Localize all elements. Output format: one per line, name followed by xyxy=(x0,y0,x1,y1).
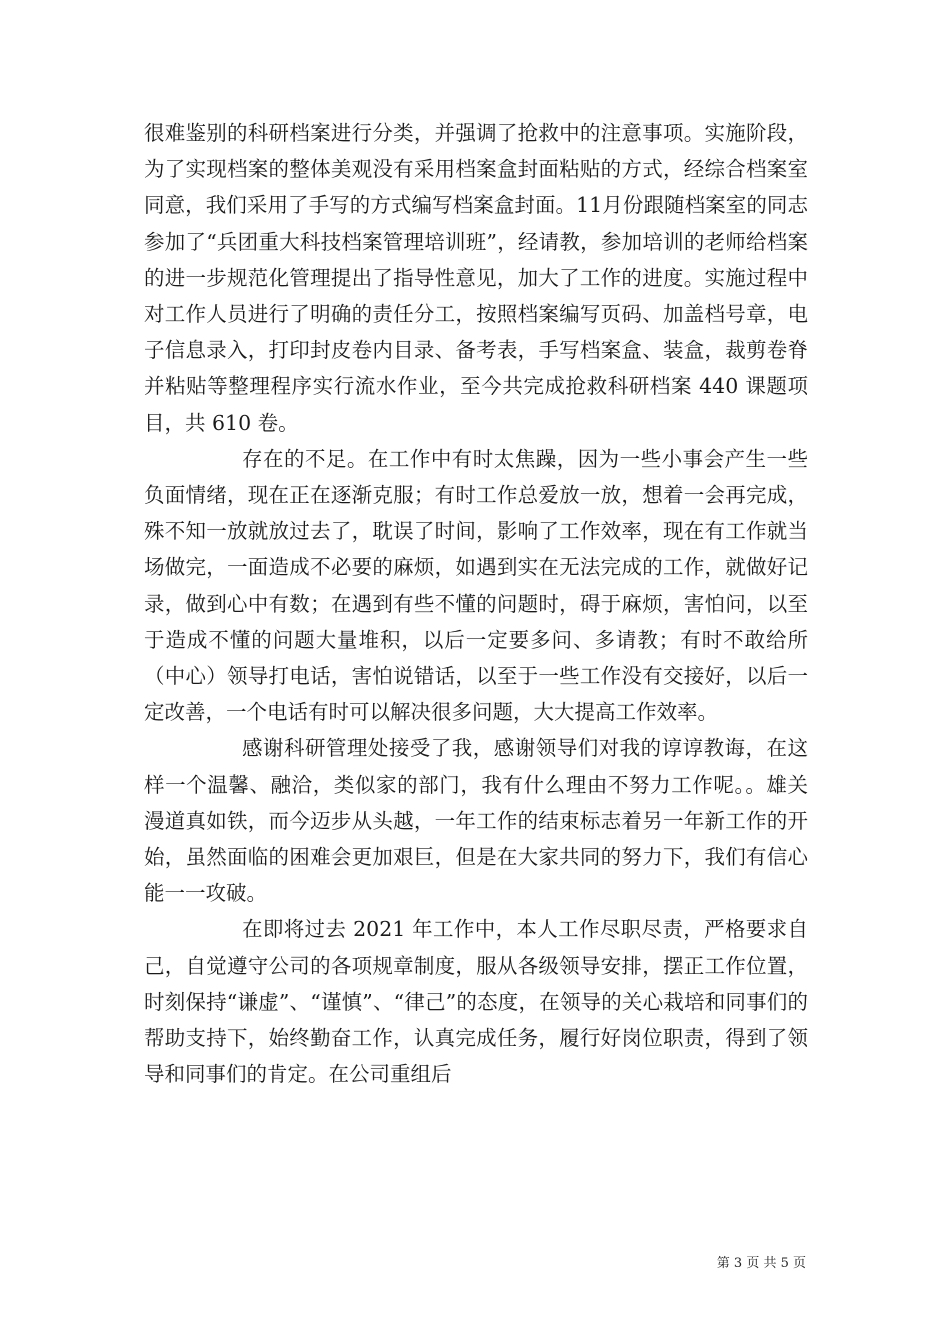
document-body xyxy=(144,115,808,1092)
paragraph-gratitude: 感谢科研管理处接受了我，感谢领导们对我的谆谆教诲，在这样一个温馨、融洽，类似家的部门，我有什么理由不努力工作呢。。雄关漫道真如铁，而今迈步从头越，一年工作的结束标志着另一年新工作的开始，虽然面临的困难会更加艰巨，但是在大家共同的努力下，我们有信心能一一攻破。 xyxy=(144,736,808,906)
paragraph-shortcomings: 存在的不足。在工作中有时太焦躁，因为一些小事会产生一些负面情绪，现在正在逐渐克服；有时工作总爱放一放，想着一会再完成，殊不知一放就放过去了，耽误了时间，影响了工作效率，现在有工作就当场做完，一面造成不必要的麻烦，如遇到实在无法完成的工作，就做好记录，做到心中有数；在遇到有些不懂的问题时，碍于麻烦，害怕问，以至于造成不懂的问题大量堆积，以后一定要多问、多请教；有时不敢给所（中心）领导打电话，害怕说错话，以至于一些工作没有交接好，以后一定改善，一个电话有时可以解决很多问题，大大提高工作效率。 xyxy=(144,446,808,725)
paragraph-archive-work: 很难鉴别的科研档案进行分类，并强调了抢救中的注意事项。实施阶段，为了实现档案的整体美观没有采用档案盒封面粘贴的方式，经综合档案室同意，我们采用了手写的方式编写档案盒封面。11月份跟随档案室的同志参加了“兵团重大科技档案管理培训班”，经请教，参加培训的老师给档案的进一步规范化管理提出了指导性意见，加大了工作的进度。实施过程中对工作人员进行了明确的责任分工，按照档案编写页码、加盖档号章，电子信息录入，打印封皮卷内目录、备考表，手写档案盒、装盒，裁剪卷脊并粘贴等整理程序实行流水作业，至今共完成抢救科研档案 440 课题项目，共 610 卷。 xyxy=(144,121,808,435)
paragraph-annual-summary: 在即将过去 2021 年工作中，本人工作尽职尽责，严格要求自己，自觉遵守公司的各项规章制度，服从各级领导安排，摆正工作位置，时刻保持“谦虚”、“谨慎”、“律己”的态度，在领导的关心栽培和同事们的帮助支持下，始终勤奋工作，认真完成任务，履行好岗位职责，得到了领导和同事们的肯定。在公司重组后 xyxy=(144,917,808,1087)
page-number-footer: 第 3 页 共 5 页 xyxy=(716,1256,806,1271)
